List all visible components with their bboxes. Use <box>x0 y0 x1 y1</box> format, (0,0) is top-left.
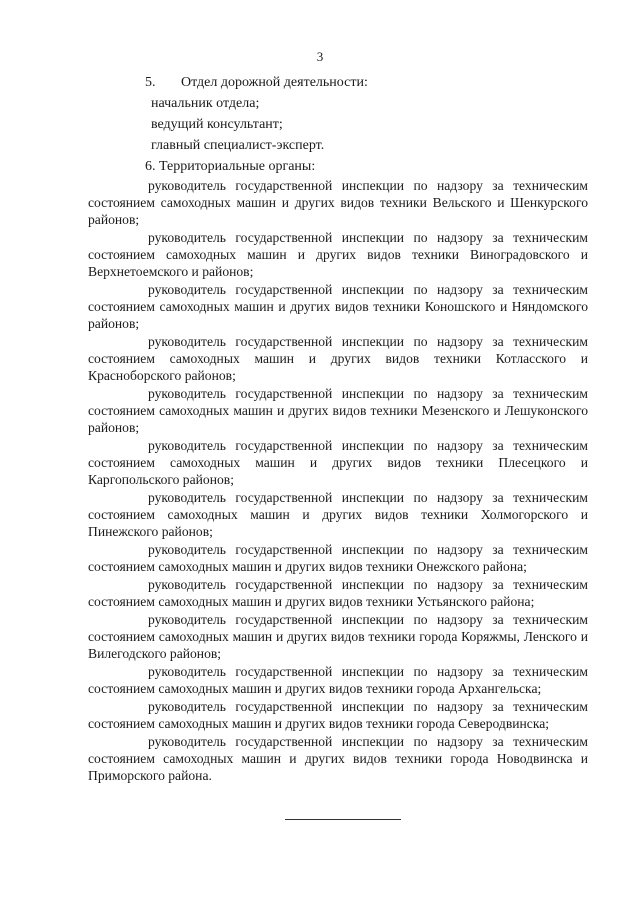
position-entry: руководитель государственной инспекции по надзору за техническим состоянием самоходных машин и других видов техники Холмогорского и Пинежского районов; <box>88 490 588 539</box>
position-entry: руководитель государственной инспекции по надзору за техническим состоянием самоходных машин и других видов техники Коношского и Няндомского районов; <box>88 282 588 331</box>
position-entry: руководитель государственной инспекции по надзору за техническим состоянием самоходных машин и других видов техники Плесецкого и Каргопольского районов; <box>88 438 588 487</box>
section-5-line: ведущий консультант; <box>151 117 283 132</box>
section-6 <box>0 156 640 785</box>
position-entry: руководитель государственной инспекции по надзору за техническим состоянием самоходных машин и других видов техники Котласского и Красноборского районов; <box>88 334 588 383</box>
position-entry: руководитель государственной инспекции по надзору за техническим состоянием самоходных машин и других видов техники города Новодвинска и Приморского района. <box>88 734 588 783</box>
position-entry: руководитель государственной инспекции по надзору за техническим состоянием самоходных машин и других видов техники Устьянского района; <box>88 577 588 609</box>
position-entry: руководитель государственной инспекции по надзору за техническим состоянием самоходных машин и других видов техники Мезенского и Лешуконского районов; <box>88 386 588 435</box>
position-entry: руководитель государственной инспекции по надзору за техническим состоянием самоходных машин и других видов техники Онежского района; <box>88 542 588 574</box>
section-5-line: начальник отдела; <box>151 96 260 111</box>
position-entry: руководитель государственной инспекции по надзору за техническим состоянием самоходных машин и других видов техники Виноградовского и Верхнетоемского и районов; <box>88 230 588 279</box>
section-5 <box>0 72 640 156</box>
page-number: 3 <box>316 49 324 64</box>
position-entry: руководитель государственной инспекции по надзору за техническим состоянием самоходных машин и других видов техники Вельского и Шенкурского районов; <box>88 178 588 227</box>
section-5-line: главный специалист-эксперт. <box>151 138 325 153</box>
section-5-title: Отдел дорожной деятельности: <box>181 75 368 90</box>
position-entry: руководитель государственной инспекции по надзору за техническим состоянием самоходных машин и других видов техники города Северодвинска; <box>88 699 588 731</box>
section-5-number: 5. <box>145 75 156 90</box>
section-6-heading: 6. Территориальные органы: <box>145 159 316 174</box>
section-6-entries <box>88 177 588 784</box>
position-entry: руководитель государственной инспекции по надзору за техническим состоянием самоходных машин и других видов техники города Коряжмы, Ленского и Вилегодского районов; <box>88 612 588 661</box>
closing-divider <box>285 819 401 820</box>
position-entry: руководитель государственной инспекции по надзору за техническим состоянием самоходных машин и других видов техники города Архангельска; <box>88 664 588 696</box>
section-5-heading <box>145 72 640 93</box>
